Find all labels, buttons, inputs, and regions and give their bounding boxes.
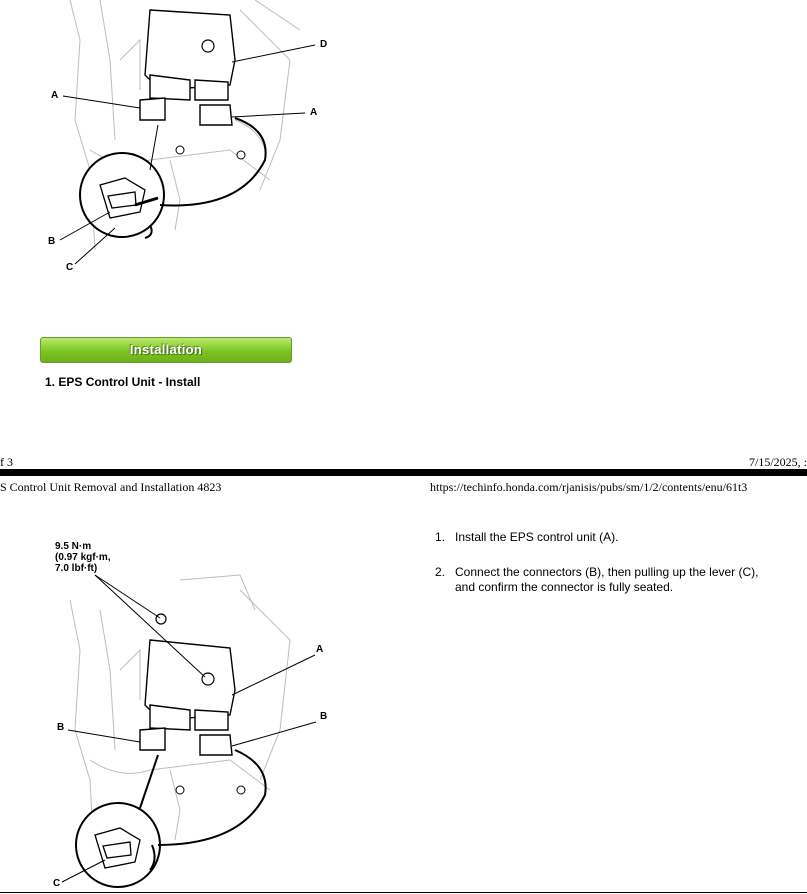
step-title: 1. EPS Control Unit - Install [45,375,201,389]
print-date: 7/15/2025, : [748,455,807,469]
callout-a-left: A [51,90,59,101]
callout-b-left: B [57,722,65,733]
callout-a: A [316,644,324,655]
installation-heading-bar[interactable]: Installation [40,337,292,363]
step-2 [435,565,795,595]
step-2-number: 2. [435,565,446,579]
callout-d: D [320,39,328,50]
step-2-text-line-2: and confirm the connector is fully seated. [455,580,674,594]
page-number: f 3 [0,455,13,469]
torque-line-1: 9.5 N·m [55,541,92,552]
install-steps [435,530,795,610]
torque-line-2: (0.97 kgf·m, [55,552,111,563]
step-2-text-line-1: Connect the connectors (B), then pulling up the lever (C), [455,565,759,579]
step-1 [435,530,795,545]
page-break [0,469,807,476]
page-bottom-rule [0,892,807,893]
eps-removal-diagram [0,0,340,300]
callout-c-bottom: C [53,878,61,889]
callout-b-right: B [320,711,328,722]
torque-line-3: 7.0 lbf·ft) [55,563,98,574]
callout-b: B [48,236,56,247]
eps-install-diagram [0,570,340,892]
step-1-text: Install the EPS control unit (A). [455,530,619,544]
document-url[interactable]: https://techinfo.honda.com/rjanisis/pubs/sm/1/2/contents/enu/61t3 [430,480,748,494]
callout-a-right: A [310,107,318,118]
document-title: S Control Unit Removal and Installation 4823 [0,480,222,494]
step-1-number: 1. [435,530,446,544]
callout-c: C [66,262,74,273]
